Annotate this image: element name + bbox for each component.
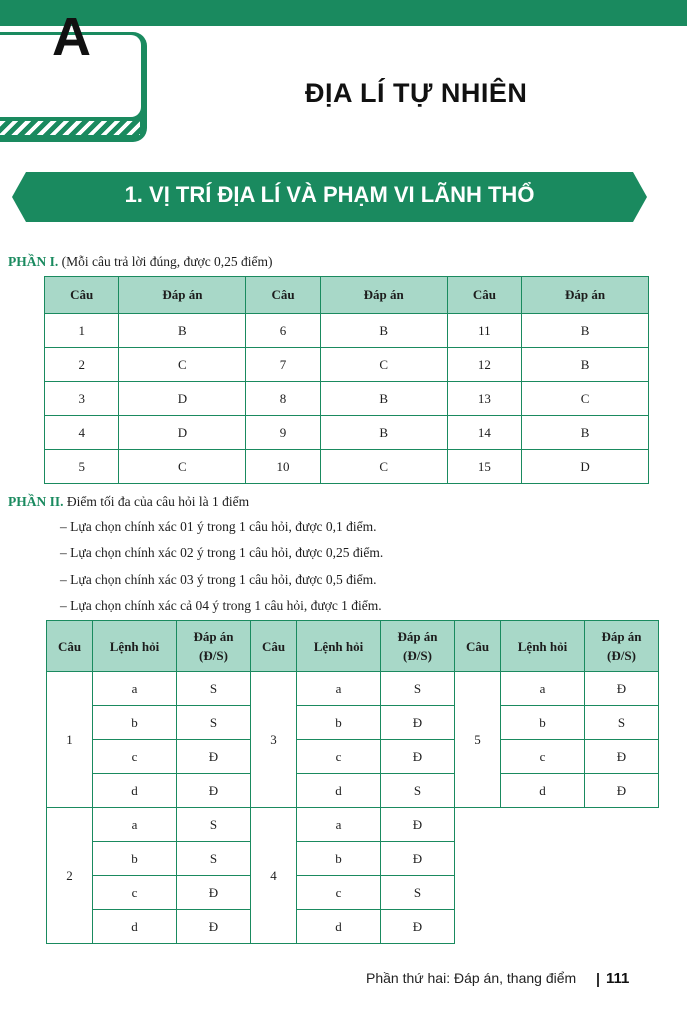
question-number-cell: 4 [45, 416, 119, 450]
footer-text: Phần thứ hai: Đáp án, thang điểm [366, 970, 577, 986]
table2-header-dap-an [381, 621, 455, 672]
header-line: Đáp án [601, 629, 642, 644]
true-false-cell: S [177, 842, 251, 876]
footer-divider [597, 973, 599, 987]
question-number-cell: 1 [47, 672, 93, 808]
statement-letter-cell: c [93, 740, 177, 774]
question-number-cell: 2 [47, 808, 93, 944]
true-false-cell: S [177, 706, 251, 740]
answer-cell: B [320, 314, 447, 348]
table2-header-lenh-hoi: Lệnh hỏi [501, 621, 585, 672]
question-number-cell: 11 [447, 314, 521, 348]
question-number-cell: 8 [246, 382, 320, 416]
true-false-cell: Đ [381, 808, 455, 842]
table1-header: Đáp án [119, 277, 246, 314]
statement-letter-cell: b [297, 842, 381, 876]
question-number-cell: 12 [447, 348, 521, 382]
part2-heading [8, 494, 249, 510]
answer-cell: C [320, 348, 447, 382]
header-line: Đáp án [193, 629, 234, 644]
answer-cell: B [320, 416, 447, 450]
decorative-stripes [0, 121, 140, 135]
answer-cell: C [119, 348, 246, 382]
table-row [47, 740, 659, 774]
table2-header-lenh-hoi: Lệnh hỏi [297, 621, 381, 672]
question-number-cell: 10 [246, 450, 320, 484]
true-false-cell: Đ [381, 910, 455, 944]
question-number-cell: 14 [447, 416, 521, 450]
true-false-cell: S [177, 672, 251, 706]
question-number-cell: 15 [447, 450, 521, 484]
true-false-cell: Đ [177, 876, 251, 910]
table-row [47, 706, 659, 740]
question-number-cell: 3 [45, 382, 119, 416]
lesson-banner [12, 172, 647, 222]
true-false-cell: S [177, 808, 251, 842]
empty-cell [455, 808, 659, 842]
true-false-cell: S [381, 774, 455, 808]
question-number-cell: 13 [447, 382, 521, 416]
answer-cell: C [320, 450, 447, 484]
table-row [47, 672, 659, 706]
lesson-title: 1. VỊ TRÍ ĐỊA LÍ VÀ PHẠM VI LÃNH THỔ [124, 182, 535, 207]
question-number-cell: 3 [251, 672, 297, 808]
table1-header: Câu [246, 277, 320, 314]
statement-letter-cell: a [297, 808, 381, 842]
header-line: (Đ/S) [199, 648, 228, 663]
answer-cell: C [119, 450, 246, 484]
header-line: (Đ/S) [403, 648, 432, 663]
table2-header-dap-an [585, 621, 659, 672]
table2-header-lenh-hoi: Lệnh hỏi [93, 621, 177, 672]
question-number-cell: 9 [246, 416, 320, 450]
part2-note: Điểm tối đa của câu hỏi là 1 điểm [66, 494, 250, 509]
table1-header: Đáp án [320, 277, 447, 314]
scoring-rule-3: – Lựa chọn chính xác 03 ý trong 1 câu hỏi, được 0,5 điểm. [60, 572, 377, 587]
table-row [47, 774, 659, 808]
true-false-cell: Đ [381, 706, 455, 740]
part1-note: (Mỗi câu trả lời đúng, được 0,25 điểm) [61, 254, 273, 269]
section-letter: A [52, 7, 91, 67]
table-row [45, 416, 649, 450]
statement-letter-cell: d [501, 774, 585, 808]
empty-cell [455, 876, 659, 910]
statement-letter-cell: d [93, 910, 177, 944]
table-row [47, 842, 659, 876]
table-row [45, 450, 649, 484]
table-row [45, 382, 649, 416]
answer-cell: B [522, 314, 649, 348]
table-row [47, 808, 659, 842]
true-false-cell: S [381, 876, 455, 910]
statement-letter-cell: b [93, 706, 177, 740]
table-row [45, 314, 649, 348]
table-row [47, 876, 659, 910]
statement-letter-cell: d [93, 774, 177, 808]
statement-letter-cell: c [297, 876, 381, 910]
scoring-rule-4: – Lựa chọn chính xác cả 04 ý trong 1 câu hỏi, được 1 điểm. [60, 598, 382, 613]
true-false-cell: Đ [381, 740, 455, 774]
table2-header-cau: Câu [47, 621, 93, 672]
empty-cell [455, 910, 659, 944]
top-color-bar [0, 0, 687, 26]
true-false-cell: Đ [177, 774, 251, 808]
question-number-cell: 5 [455, 672, 501, 808]
statement-letter-cell: d [297, 910, 381, 944]
scoring-rule-2: – Lựa chọn chính xác 02 ý trong 1 câu hỏi, được 0,25 điểm. [60, 545, 384, 560]
statement-letter-cell: c [297, 740, 381, 774]
statement-letter-cell: c [93, 876, 177, 910]
part1-heading [8, 254, 273, 270]
header-line: (Đ/S) [607, 648, 636, 663]
question-number-cell: 1 [45, 314, 119, 348]
part2-answer-table [46, 620, 659, 944]
page-number: 111 [606, 970, 630, 987]
question-number-cell: 5 [45, 450, 119, 484]
statement-letter-cell: b [297, 706, 381, 740]
statement-letter-cell: a [501, 672, 585, 706]
table1-header: Đáp án [522, 277, 649, 314]
true-false-cell: Đ [585, 672, 659, 706]
table2-header-cau: Câu [251, 621, 297, 672]
statement-letter-cell: b [501, 706, 585, 740]
answer-cell: D [522, 450, 649, 484]
part2-label: PHẦN II. [8, 494, 64, 509]
statement-letter-cell: b [93, 842, 177, 876]
table1-header: Câu [45, 277, 119, 314]
statement-letter-cell: c [501, 740, 585, 774]
answer-cell: C [522, 382, 649, 416]
statement-letter-cell: a [93, 808, 177, 842]
answer-cell: D [119, 416, 246, 450]
statement-letter-cell: a [297, 672, 381, 706]
true-false-cell: Đ [585, 740, 659, 774]
true-false-cell: Đ [177, 910, 251, 944]
true-false-cell: Đ [381, 842, 455, 876]
question-number-cell: 7 [246, 348, 320, 382]
true-false-cell: S [585, 706, 659, 740]
true-false-cell: S [381, 672, 455, 706]
table2-header-dap-an [177, 621, 251, 672]
question-number-cell: 6 [246, 314, 320, 348]
part1-answer-table [44, 276, 649, 484]
question-number-cell: 2 [45, 348, 119, 382]
table-row [45, 348, 649, 382]
answer-cell: B [119, 314, 246, 348]
statement-letter-cell: d [297, 774, 381, 808]
answer-cell: B [320, 382, 447, 416]
answer-cell: D [119, 382, 246, 416]
table2-header-cau: Câu [455, 621, 501, 672]
true-false-cell: Đ [177, 740, 251, 774]
scoring-rule-1: – Lựa chọn chính xác 01 ý trong 1 câu hỏi, được 0,1 điểm. [60, 519, 377, 534]
empty-cell [455, 842, 659, 876]
true-false-cell: Đ [585, 774, 659, 808]
answer-cell: B [522, 348, 649, 382]
part1-label: PHẦN I. [8, 254, 59, 269]
answer-cell: B [522, 416, 649, 450]
table1-header: Câu [447, 277, 521, 314]
statement-letter-cell: a [93, 672, 177, 706]
question-number-cell: 4 [251, 808, 297, 944]
table-row [47, 910, 659, 944]
header-line: Đáp án [397, 629, 438, 644]
chapter-title: ĐỊA LÍ TỰ NHIÊN [305, 78, 528, 108]
